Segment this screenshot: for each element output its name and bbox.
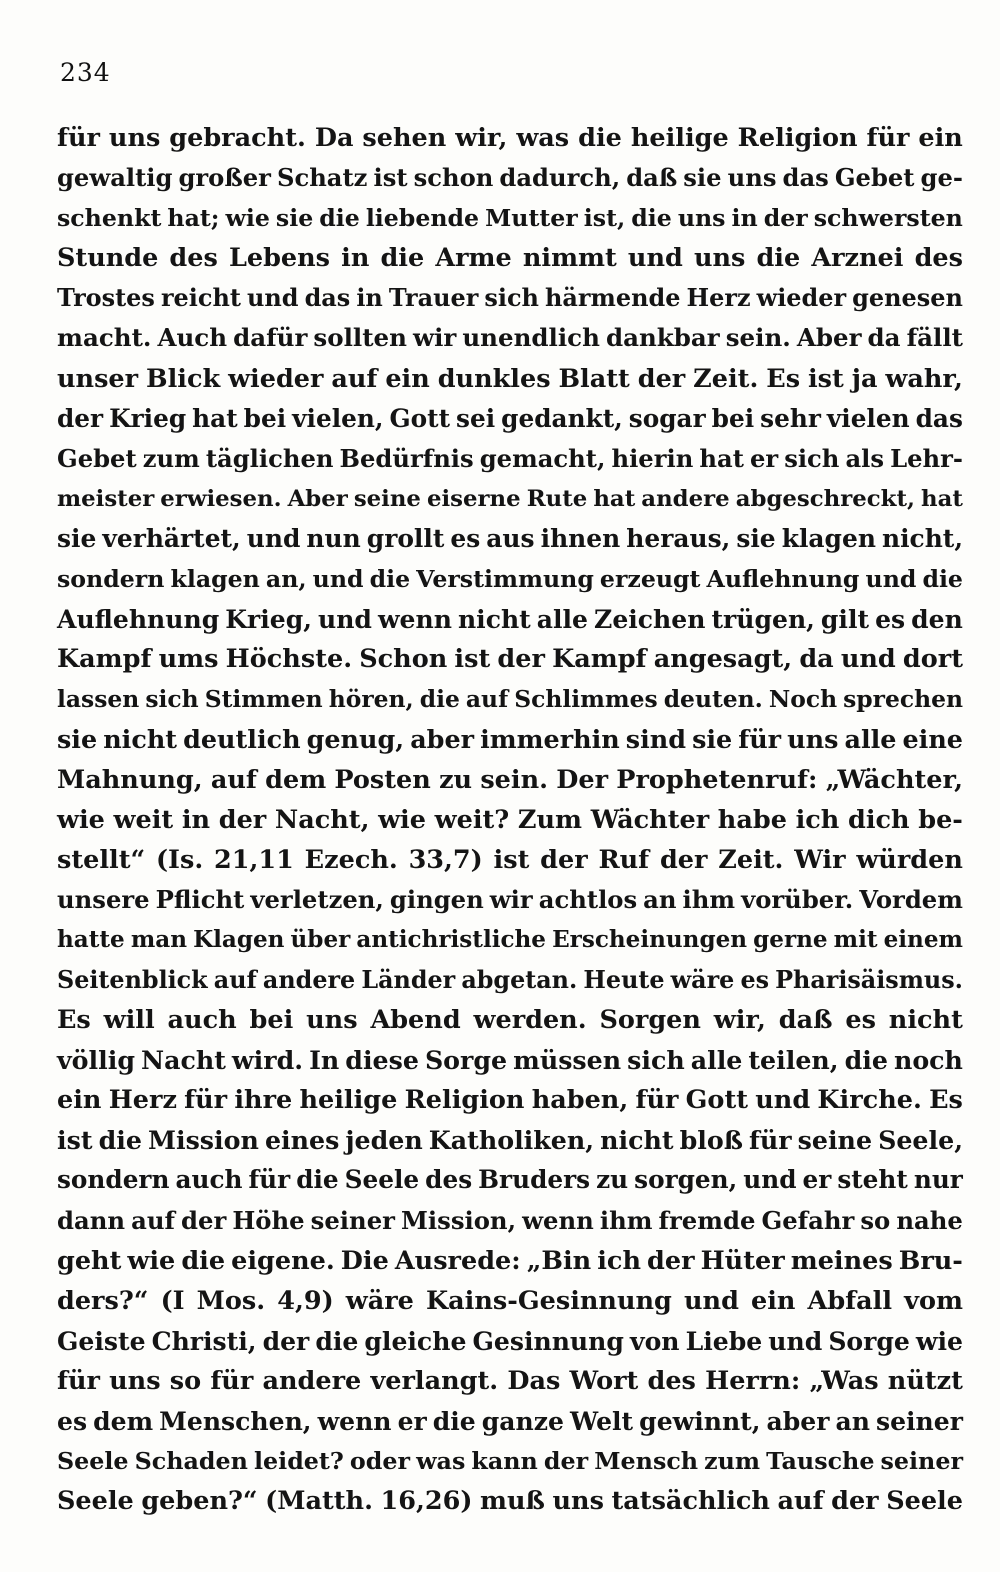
text-line: es dem Menschen, wenn er die ganze Welt gewinnt, aber an seiner [57, 1406, 963, 1436]
text-line: sondern klagen an, und die Verstimmung erzeugt Auflehnung und die [57, 565, 963, 594]
text-line: Kampf ums Höchste. Schon ist der Kampf angesagt, da und dort [57, 644, 963, 675]
text-line: für uns so für andere verlangt. Das Wort des Herrn: „Was nützt [57, 1365, 963, 1396]
text-line: stellt“ (Is. 21,11 Ezech. 33,7) ist der Ruf der Zeit. Wir würden [57, 844, 963, 875]
text-line: hatte man Klagen über antichristliche Erscheinungen gerne mit einem [57, 925, 963, 953]
text-line: Geiste Christi, der die gleiche Gesinnung von Liebe und Sorge wie [57, 1325, 963, 1356]
text-line: Mahnung, auf dem Posten zu sein. Der Prophetenruf: „Wächter, [57, 764, 963, 795]
text-line: Seitenblick auf andere Länder abgetan. Heute wäre es Pharisäismus. [57, 965, 963, 994]
text-line: Seele geben?“ (Matth. 16,26) muß uns tatsächlich auf der Seele [57, 1486, 963, 1517]
text-line: unser Blick wieder auf ein dunkles Blatt der Zeit. Es ist ja wahr, [57, 363, 963, 394]
text-line: dann auf der Höhe seiner Mission, wenn ihm fremde Gefahr so nahe [57, 1205, 963, 1235]
text-line: gewaltig großer Schatz ist schon dadurch, daß sie uns das Gebet ge- [57, 163, 963, 193]
text-line: schenkt hat; wie sie die liebende Mutter ist, die uns in der schwersten [57, 204, 963, 233]
text-line: Stunde des Lebens in die Arme nimmt und uns die Arznei des [57, 243, 963, 274]
text-line: ist die Mission eines jeden Katholiken, nicht bloß für seine Seele, [57, 1125, 963, 1156]
text-line: wie weit in der Nacht, wie weit? Zum Wächter habe ich dich be- [57, 804, 963, 835]
page-number: 234 [60, 58, 111, 87]
text-line: Gebet zum täglichen Bedürfnis gemacht, hierin hat er sich als Lehr- [57, 443, 963, 473]
text-line: Es will auch bei uns Abend werden. Sorgen wir, daß es nicht [57, 1005, 963, 1036]
text-line: Seele Schaden leidet? oder was kann der Mensch zum Tausche seiner [57, 1447, 963, 1476]
text-line: meister erwiesen. Aber seine eiserne Rute hat andere abgeschreckt, hat [57, 485, 963, 512]
text-line: unsere Pflicht verletzen, gingen wir achtlos an ihm vorüber. Vordem [57, 884, 963, 914]
text-line: sondern auch für die Seele des Bruders zu sorgen, und er steht nur [57, 1165, 963, 1195]
text-line: geht wie die eigene. Die Ausrede: „Bin ich der Hüter meines Bru- [57, 1245, 963, 1276]
text-line: Trostes reicht und das in Trauer sich härmende Herz wieder genesen [57, 284, 963, 313]
text-line: sie verhärtet, und nun grollt es aus ihnen heraus, sie klagen nicht, [57, 523, 963, 553]
text-line: für uns gebracht. Da sehen wir, was die heilige Religion für ein [57, 123, 963, 153]
text-line: macht. Auch dafür sollten wir unendlich dankbar sein. Aber da fällt [57, 323, 963, 353]
text-line: ein Herz für ihre heilige Religion haben, für Gott und Kirche. Es [57, 1085, 963, 1116]
text-line: der Krieg hat bei vielen, Gott sei gedankt, sogar bei sehr vielen das [57, 403, 963, 433]
text-line: lassen sich Stimmen hören, die auf Schlimmes deuten. Noch sprechen [57, 685, 963, 714]
text-line: Auflehnung Krieg, und wenn nicht alle Zeichen trügen, gilt es den [57, 604, 963, 635]
text-line: sie nicht deutlich genug, aber immerhin sind sie für uns alle eine [57, 724, 963, 755]
text-line: völlig Nacht wird. In diese Sorge müssen sich alle teilen, die noch [57, 1045, 963, 1076]
text-line: ders?“ (I Mos. 4,9) wäre Kains-Gesinnung und ein Abfall vom [57, 1285, 963, 1316]
body-text [57, 118, 963, 1521]
